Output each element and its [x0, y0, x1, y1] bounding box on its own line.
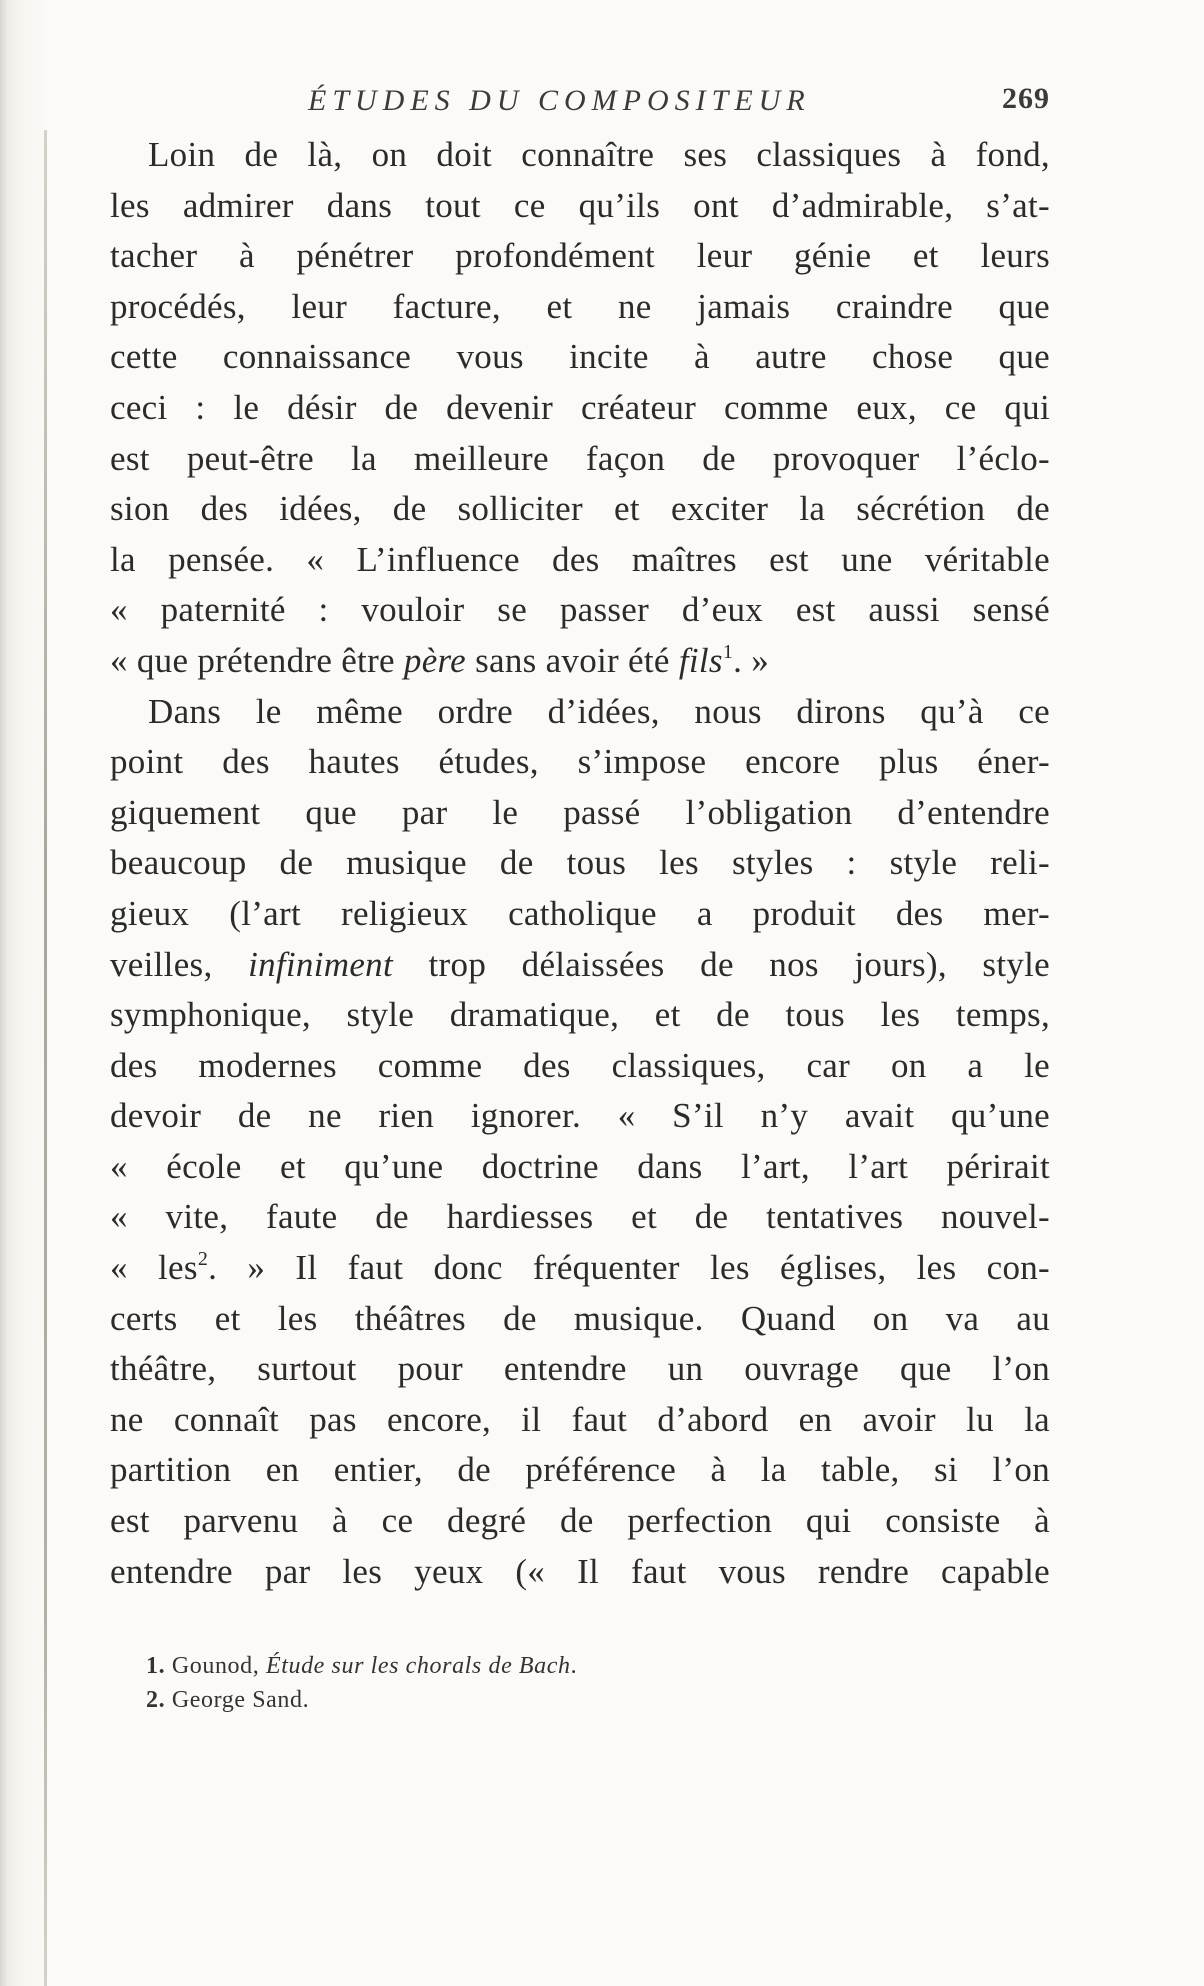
- text-line: procédés, leur facture, et ne jamais craindre que: [110, 286, 1050, 326]
- page-number: 269: [1002, 82, 1050, 115]
- text-line: ne connaît pas encore, il faut d’abord en avoir lu la: [110, 1399, 1050, 1439]
- text-line: certs et les théâtres de musique. Quand on va au: [110, 1298, 1050, 1338]
- text-segment: . » Il faut donc fréquenter les églises, les con-: [208, 1248, 1050, 1288]
- footnote-number: 1.: [146, 1653, 166, 1680]
- footnote-number: 2.: [146, 1687, 166, 1714]
- text-line: cette connaissance vous incite à autre chose que: [110, 337, 1050, 377]
- text-line: « vite, faute de hardiesses et de tentatives nouvel-: [110, 1197, 1050, 1237]
- running-title: ÉTUDES DU COMPOSITEUR: [308, 84, 811, 117]
- text-segment: « les: [110, 1248, 198, 1288]
- book-page: [110, 78, 1050, 1717]
- text-line: est peut-être la meilleure façon de provoquer l’éclo-: [110, 438, 1050, 478]
- footnote-end: .: [570, 1653, 578, 1680]
- italic-word: père: [403, 640, 467, 680]
- text-line: « paternité : vouloir se passer d’eux est aussi sensé: [110, 590, 1050, 630]
- footnote-ref: 1: [722, 640, 734, 663]
- text-line: théâtre, surtout pour entendre un ouvrage que l’on: [110, 1349, 1050, 1389]
- text-line: Dans le même ordre d’idées, nous dirons qu’à ce: [148, 691, 1050, 731]
- text-segment: trop délaissées de nos jours), style: [393, 944, 1051, 984]
- text-line: symphonique, style dramatique, et de tous les temps,: [110, 995, 1050, 1035]
- footnote-author: Gounod,: [171, 1653, 266, 1680]
- running-header: [110, 78, 1050, 130]
- text-line: des modernes comme des classiques, car on a le: [110, 1045, 1050, 1085]
- text-line: gieux (l’art religieux catholique a produit des mer-: [110, 893, 1050, 933]
- binding-edge: [44, 130, 47, 1986]
- footnote-ref: 2: [197, 1248, 209, 1271]
- text-line: [110, 636, 1050, 687]
- italic-word: fils: [678, 640, 723, 680]
- italic-word: infiniment: [248, 944, 393, 984]
- footnote-item: [146, 1683, 1050, 1717]
- footnotes: [110, 1649, 1050, 1717]
- text-line: beaucoup de musique de tous les styles : style reli-: [110, 843, 1050, 883]
- footnote-author: George Sand.: [171, 1687, 310, 1714]
- text-line: giquement que par le passé l’obligation d’entendre: [110, 792, 1050, 832]
- text-line: partition en entier, de préférence à la table, si l’on: [110, 1450, 1050, 1490]
- text-line: sion des idées, de solliciter et exciter la sécrétion de: [110, 489, 1050, 529]
- text-segment: veilles,: [110, 944, 249, 984]
- footnote-item: [146, 1649, 1050, 1683]
- text-line: devoir de ne rien ignorer. « S’il n’y avait qu’une: [110, 1096, 1050, 1136]
- text-line: point des hautes études, s’impose encore plus éner-: [110, 742, 1050, 782]
- body-text: [110, 130, 1050, 1597]
- text-line: la pensée. « L’influence des maîtres est une véritable: [110, 539, 1050, 579]
- text-segment: sans avoir été: [466, 640, 679, 680]
- text-segment: . »: [733, 640, 770, 680]
- text-line: est parvenu à ce degré de perfection qui consiste à: [110, 1501, 1050, 1541]
- text-line: les admirer dans tout ce qu’ils ont d’admirable, s’at-: [110, 185, 1050, 225]
- text-line: [110, 1243, 1050, 1294]
- text-line: tacher à pénétrer profondément leur génie et leurs: [110, 236, 1050, 276]
- text-line: « école et qu’une doctrine dans l’art, l’art périrait: [110, 1146, 1050, 1186]
- text-line: ceci : le désir de devenir créateur comme eux, ce qui: [110, 387, 1050, 427]
- text-line: Loin de là, on doit connaître ses classiques à fond,: [148, 135, 1050, 174]
- text-segment: « que prétendre être: [110, 640, 404, 680]
- text-line: [110, 940, 1050, 991]
- footnote-title: Étude sur les chorals de Bach: [265, 1653, 571, 1680]
- text-line: entendre par les yeux (« Il faut vous rendre capable: [110, 1551, 1050, 1591]
